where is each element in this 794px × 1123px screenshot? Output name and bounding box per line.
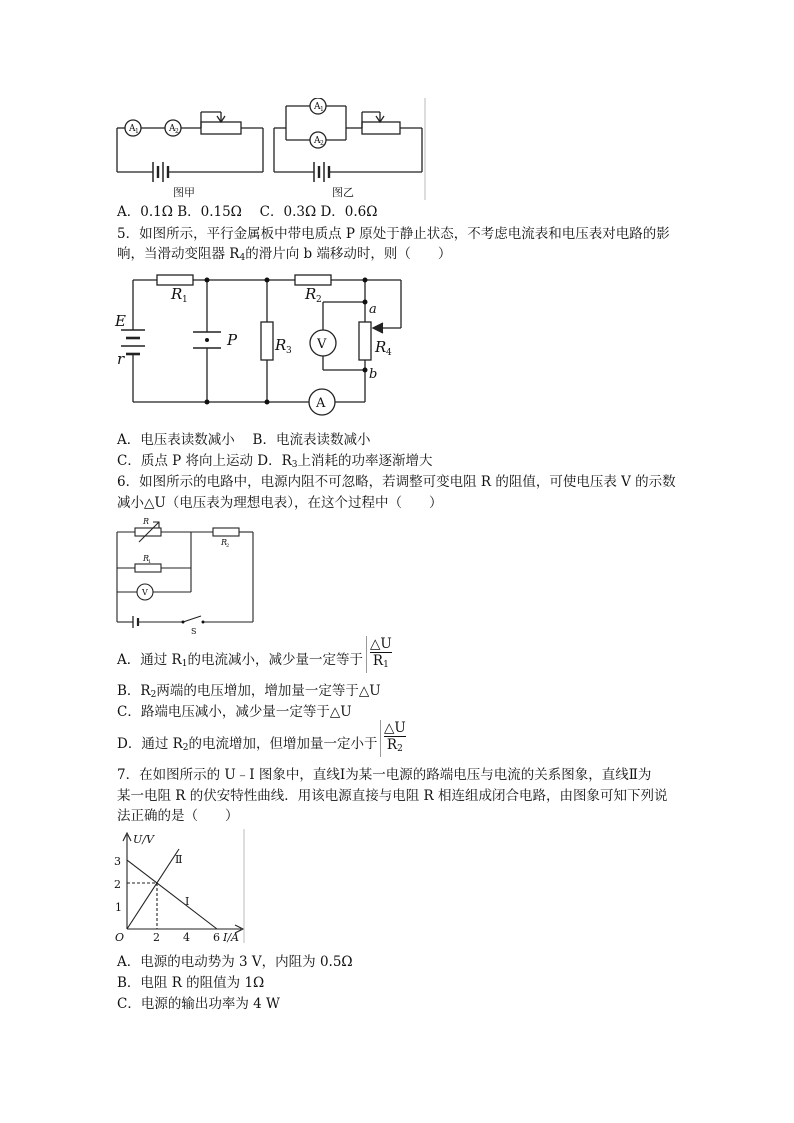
figure-jia bbox=[113, 98, 267, 200]
q7-x-axis-label: I/A bbox=[223, 931, 239, 943]
q6-label-R2: R bbox=[221, 538, 228, 547]
q7-origin-label: O bbox=[115, 931, 125, 943]
q6-option-d: D．通过 $R_2$的电流增加，但增加量一定小于 bbox=[117, 736, 378, 753]
svg-text:2: 2 bbox=[320, 140, 324, 147]
q6-option-d-fraction: $\frac{\triangle U}{R_2}$ bbox=[380, 720, 409, 757]
svg-text:3: 3 bbox=[286, 346, 292, 356]
svg-text:1: 1 bbox=[182, 295, 188, 305]
q7-ytick-3: 3 bbox=[114, 855, 121, 868]
q6-label-R: R bbox=[143, 517, 150, 526]
figure-yi bbox=[270, 98, 426, 200]
q6-option-c: C．路端电压减小，减少量一定等于△U bbox=[117, 704, 352, 720]
svg-text:A: A bbox=[129, 124, 136, 134]
q7-y-axis-label: U/V bbox=[133, 833, 154, 846]
q5-options-cd: C．质点 P 将向上运动 D．$R_3$上消耗的功率逐渐增大 bbox=[117, 453, 433, 470]
q7-stem-line2: 某一电阻 R 的伏安特性曲线．用该电源直接与电阻 R 相连组成闭合电路，由图象可知下列说 bbox=[117, 788, 668, 804]
q6-circuit-figure bbox=[113, 514, 257, 638]
svg-text:1: 1 bbox=[320, 106, 324, 113]
q7-xtick-4: 4 bbox=[183, 931, 190, 943]
q6-voltmeter-label: V bbox=[142, 588, 148, 597]
q7-option-b: B．电阻 R 的阻值为 1Ω bbox=[117, 975, 265, 991]
q5-label-R3: R bbox=[275, 336, 287, 354]
q5-label-R1: R bbox=[171, 285, 183, 303]
q5-stem-line1: 5．如图所示，平行金属板中带电质点 P 原处于静止状态，不考虑电流表和电压表对电路的影 bbox=[117, 226, 670, 242]
q5-label-r: r bbox=[117, 350, 125, 368]
q5-label-R2: R bbox=[305, 285, 317, 303]
q7-xtick-6: 6 bbox=[213, 931, 220, 943]
svg-text:A: A bbox=[169, 124, 176, 134]
q5-label-a: a bbox=[369, 302, 377, 317]
svg-text:4: 4 bbox=[386, 348, 392, 358]
q5-circuit-figure bbox=[113, 268, 403, 422]
q5-label-b: b bbox=[369, 367, 378, 382]
q7-xtick-2: 2 bbox=[153, 931, 160, 943]
svg-text:2: 2 bbox=[316, 295, 322, 305]
q7-stem-line1: 7．在如图所示的 U﹣I 图象中，直线Ⅰ为某一电源的路端电压与电流的关系图象，直线Ⅱ为 bbox=[117, 767, 652, 783]
figure-jia-caption: 图甲 bbox=[173, 186, 195, 199]
svg-text:2: 2 bbox=[226, 543, 230, 549]
q5-voltmeter-label: V bbox=[317, 337, 327, 352]
svg-text:A: A bbox=[314, 136, 321, 146]
q6-switch-label: S bbox=[191, 627, 197, 636]
q7-option-a: A．电源的电动势为 3 V，内阻为 0.5Ω bbox=[117, 954, 353, 970]
svg-text:A: A bbox=[314, 102, 321, 112]
q7-line2-label: Ⅱ bbox=[175, 853, 183, 866]
q7-ytick-1: 1 bbox=[115, 901, 122, 914]
q5-stem-line2: 响，当滑动变阻器 $R_4$的滑片向 b 端移动时，则（ ） bbox=[117, 246, 452, 263]
q4-options: A．0.1Ω B．0.15Ω C．0.3Ω D．0.6Ω bbox=[117, 204, 378, 220]
q6-label-R1: R bbox=[143, 554, 150, 563]
q6-stem-line1: 6．如图所示的电路中，电源内阻不可忽略，若调整可变电阻 R 的阻值，可使电压表 V 的示数 bbox=[117, 474, 676, 490]
q5-label-P: P bbox=[227, 331, 238, 349]
q7-option-c: C．电源的输出功率为 4 W bbox=[117, 996, 280, 1012]
svg-text:2: 2 bbox=[175, 128, 179, 135]
q6-option-a-fraction: $\frac{\triangle U}{R_1}$ bbox=[366, 636, 395, 673]
svg-text:1: 1 bbox=[135, 128, 139, 135]
q7-line1-label: Ⅰ bbox=[185, 895, 190, 908]
q6-stem-line2: 减小△U（电压表为理想电表），在这个过程中（ ） bbox=[117, 495, 443, 511]
q6-option-a: A．通过 $R_1$的电流减小，减少量一定等于 bbox=[117, 652, 363, 669]
q5-label-R4: R bbox=[375, 338, 387, 356]
q7-ytick-2: 2 bbox=[114, 878, 121, 891]
q5-ammeter-label: A bbox=[316, 396, 326, 411]
q7-stem-line3: 法正确的是（ ） bbox=[117, 808, 239, 824]
q7-ui-graph bbox=[113, 829, 245, 943]
q6-option-b: B．$R_2$两端的电压增加，增加量一定等于△U bbox=[117, 683, 381, 700]
svg-text:1: 1 bbox=[148, 559, 152, 565]
figure-yi-caption: 图乙 bbox=[332, 186, 354, 199]
q5-label-E: E bbox=[115, 312, 126, 330]
q5-options-ab: A．电压表读数减小 B．电流表读数减小 bbox=[117, 432, 371, 448]
